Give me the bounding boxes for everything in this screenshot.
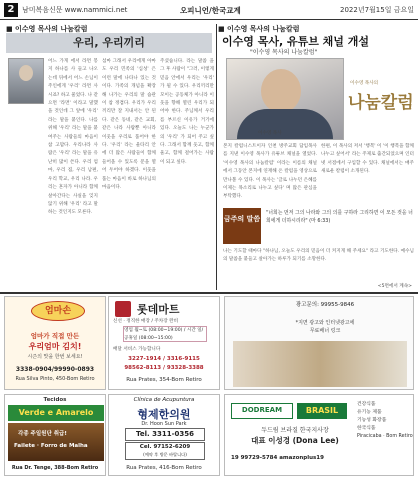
ad-address: Rua Prates, 416-Bom Retiro [126,465,202,471]
ad-title: 형제한의원 [137,408,191,421]
ad-ummason[interactable] [4,296,106,390]
ad-brand: DODREAM [231,403,293,419]
ad-image-text: Failete · Forro de Malha [14,443,88,449]
pastor-photo [226,58,344,140]
photo-caption: 이수영 목사 [258,131,282,136]
author-photo [8,58,44,104]
lottemart-logo-icon [115,301,131,317]
article2-column2: 한편, 이 목사의 저서 '행복' 이 '이 행복을 함께 나누고 싶어서' 라는 주제로 출간되었으며 인터넷 서점에서 구입할 수 있다. 채널에서는 매주 새로운 칼럼이 소개된다. [321,144,414,175]
ad-verde-amarelo[interactable] [4,394,106,476]
article1-column1: 어느 가게 에서 라면 봉지 하나를 사 들고 나오는데 뒤에서 어느 손님이 주인에게 '우리' 라면 사시죠? 하고 물었다. 나 같으면 '라면' 이라고 말했을 것인데 그 앞에 '우리' 라는 말을 붙인다. 나를 위해 '우리' 라는 말을 붙여주는 사람들의 마음이 참 고맙다. 우리나라 사람은 '우리' 라는 말을 유난히 많이 쓴다. 우리 엄마, 우리 집, 우리 남편, 우리 학교, 우리 나라. 우리는 혼자가 아니라 함께 살아간다는 사실을 잊지 않기 위해 '우리' 라고 말하는 것인지도 모른다. [48,59,98,216]
ad-title: 롯데마트 [137,303,180,316]
ad-lottemart[interactable] [108,296,220,390]
column-divider [216,24,217,290]
article1-column0 [8,106,46,288]
ad-brand: Verde e Amarelo [8,405,104,421]
ad-phone [119,355,209,373]
ad-phone: 19 99729-5784 amazonplus19 [231,455,324,461]
ad-newspaper-promo[interactable] [224,296,414,390]
ad-dodream[interactable] [224,394,414,476]
publication-name: 남미복음신문 www.nammici.net [22,6,128,14]
ad-headline: 우리엄마 김치! [28,342,82,351]
issue-date: 2022년7월15일 금요일 [340,6,414,14]
ad-line: 무료배너 링크 [309,328,341,334]
ad-image [233,341,407,387]
ad-address: Rua Silva Pinto, 450-Bom Retiro [15,376,95,382]
list-item: 건강식품 [357,402,376,407]
ads-divider [0,292,418,294]
page-header [0,0,418,20]
article2-title: 이수영 목사, 유튜브 채널 개설 [222,35,370,48]
ad-title: 대표 이성경 (Dona Lee) [251,436,339,445]
article1-column2: 섬마 그래서 우리에게 아마도 우리 민족의 '심성' 은 이런 말에 나타나 있는 것이다. 가족의 개념을 확장해 나가는 우리의 말 습관이 참 정겹다. 우리가 우리끼리만 잘 지내서는 안 된다. 같은 동네, 같은 교회, 같은 나라 사람뿐 아니라 이웃을 우리로 품어야 한다. '우리' 라는 울타리 안에 더 많은 사람들이 함께 들어올 수 있도록 문을 열어 두어야 하겠다. 이웃을 품는 마음이 바로 하나님의 마음이다. [102,59,156,191]
ad-image-text: 각종 주일원단 취급! [18,431,67,437]
ad-subtitle: 신선 · 정직한 매장 / 주차장 완비 [113,319,179,324]
ad-phone-1: 3227-1914 / 3316-9115 [128,356,200,362]
list-item: Piracicaba · Bom Retiro [357,434,413,439]
article2-column3: 나는 기도할 때마다 "하나님, 오늘도 우리의 믿음이 더 커지게 해 주세요" 라고 기도한다. 예수님의 말씀을 붙들고 살아가는 하루가 되기를 소망한다. [223,249,414,263]
article2-tag: ■ 이수영 목사의 나눔칼럼 [218,25,300,33]
channel-logo-small: 이수영 목사의 [350,81,379,86]
ad-doctor: Dr. Hoon Sun Park [141,421,187,427]
weekly-verse: "너희는 먼저 그의 나라와 그의 의를 구하라 그리하면 이 모든 것을 너희에게 더하시리라" (마 6:33) [266,210,413,224]
ad-address: Rua Dr. Tenge, 388-Bom Retiro [11,465,99,471]
ad-phone: Tel. 3311-0356 [125,428,205,441]
ummason-logo: 엄마손 [31,301,85,321]
continued-note: <5면에서 계속> [377,284,412,289]
ad-cell-note: (예약 후 방문 바랍니다) [143,452,187,457]
ad-line: 시즌의 맛을 한번 보세요! [27,354,83,360]
article1-column3: 주셨습니다. 라는 말씀 을 그 후 사람이 "그러, 이렇게 믿음 안에서 우리는 '우리' 가 될 수 있다. 우리끼리만 모이는 공동체가 아니라 이웃을 향해 열린 우리가 되어야 한다. 주님께서 우리를 부르신 이유가 거기에 있다. 오늘도 나는 누군가의 '우리' 가 되어 주고 싶다. 그래서 함께 웃고, 함께 울고, 함께 걸어가는 사람이 되고 싶다. [160,59,214,165]
article2-column1: 본지 칼럼니스트이자 인천 방주교회 담임목사를 지낸 이수영 목사가 유튜브 채널을 열었다. '이수영 목사의 나눔칼럼' 이라는 이름의 채널에서 그동안 본지에 연재해 온 칼럼을 영상으로 만나볼 수 있다. 이 목사는 '글로 나누던 은혜를 이제는 목소리로 나누고 싶다' 며 많은 관심을 부탁했다. [223,144,317,200]
list-item: 유기농 제품 [357,410,382,415]
article1-title: 우리, 우리끼리 [6,33,212,53]
ad-line: 두드림 브라질 한국지사장 [261,427,329,434]
ad-address: Rua Prates, 354-Bom Retiro [126,377,202,383]
channel-logo: 나눔칼럼 [348,93,414,113]
ad-note: 배달 서비스 가능합니다 [113,347,161,352]
ad-header: Clínica de Acupuntura [133,397,195,403]
list-item: 기능성 화장품 [357,418,387,423]
article2-subtitle: "이수영 목사의 나눔칼럼" [250,49,318,56]
ad-phone: 광고문의: 99955-9846 [295,302,355,308]
ad-hours: 영업 월~토 (08:00~19:00) / 시간 일/공휴일 (08:00~15:00) [123,326,207,342]
fabric-image [8,423,104,461]
page-number: 2 [4,3,18,17]
product-list [357,401,413,441]
ad-cell-number: Cel. 97152-6209 [139,444,191,450]
section-title: 오피니언/한국교계 [180,6,241,15]
weekly-verse-label: 금주의 말씀 [223,208,261,244]
ad-phone: 3338-0904/99990-0893 [15,366,95,373]
article1-tag: ■ 이수영 목사의 나눔칼럼 [6,25,88,33]
ad-line: 엄마가 직접 만든 [30,332,80,340]
list-item: 한국식품 [357,426,376,431]
ad-cell [125,442,205,460]
ad-line: *지면 광고와 인터넷광고에 [295,320,355,326]
ad-header: Tecidos [43,397,67,403]
ad-clinic[interactable] [108,394,220,476]
ad-phone-2: 98562-8113 / 93328-3388 [124,365,204,371]
ad-brand: BRASIL [297,403,347,419]
